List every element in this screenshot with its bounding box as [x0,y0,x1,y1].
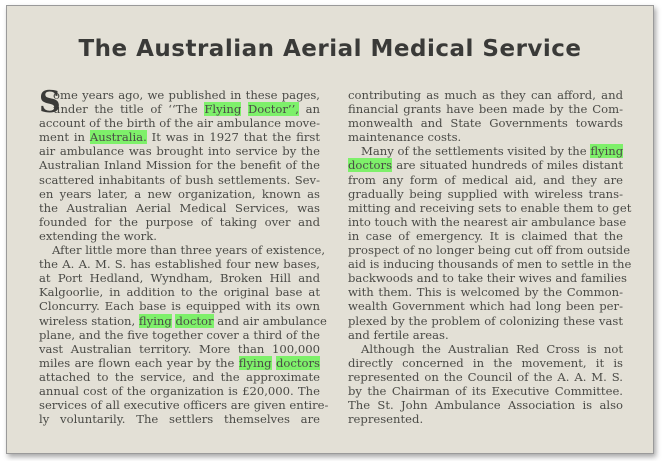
text-line [348,243,631,258]
text-segment: and fertile areas. [348,327,449,342]
highlighted-text: flying [138,313,172,328]
text-line [39,130,320,144]
text-segment: en years later, a new organization, known as [39,186,320,201]
text-line [348,285,623,299]
text-segment: aid is inducing thousands of men to settle in the [348,257,632,272]
text-line [348,187,623,201]
text-line [348,130,623,144]
text-segment: and air ambulance [213,313,327,328]
text-line [39,356,320,370]
text-segment: from any form of medical aid, and they are [348,172,623,187]
text-segment: the Australian Aerial Medical Services, was [39,200,320,215]
text-line [39,201,320,215]
text-segment: Kalgoorlie, in addition to the original base at [39,285,320,300]
text-line [39,285,320,299]
text-line [348,271,627,286]
text-line [39,313,327,328]
text-segment: mitting and receiving sets to enable them to get [348,200,632,215]
text-line [348,173,623,187]
text-segment: ment in [39,130,90,145]
text-line [348,412,623,426]
highlighted-text: doctors [275,355,320,370]
text-line [348,214,627,229]
text-segment: at Port Hedland, Wyndham, Broken Hill and [39,271,320,286]
text-segment: contributing as much as they can afford, and [348,88,623,102]
text-line [39,398,329,413]
text-segment: with them. This is welcomed by the Common- [348,285,623,300]
text-line [39,243,326,258]
text-segment: Many of the settlements visited by the [361,144,591,159]
text-line [348,229,623,243]
drop-cap: S [39,85,61,120]
text-line [348,200,632,215]
text-line [39,384,320,398]
text-line [39,412,320,426]
text-line [39,116,320,130]
text-line [39,173,320,187]
text-line [348,342,623,356]
text-segment: an [298,102,320,117]
text-segment: wireless station, [39,313,139,328]
text-segment: backwoods and to take their wives and families [348,271,627,286]
text-line [348,356,623,370]
text-line [39,229,320,243]
text-line [348,158,623,172]
highlighted-text: doctors [348,158,393,173]
text-line [348,398,623,412]
text-segment: wealth Government which had long been per- [348,299,623,314]
text-segment: miles are flown each year by the [39,355,239,370]
text-segment: prospect of no longer being cut off from outside [348,243,631,258]
text-segment: the A. A. M. S. has established four new bases, [39,257,320,272]
text-segment: by the Chairman of its Executive Committee. [348,383,623,398]
text-segment: services of all executive officers are given entire- [39,398,329,413]
text-segment: in case of emergency. It is claimed that the [348,228,623,243]
text-segment: account of the birth of the air ambulance move- [39,116,320,131]
text-segment: The St. John Ambulance Association is also [348,398,623,413]
text-line [39,144,320,158]
text-line [348,384,623,398]
text-line [348,116,623,130]
article-title: The Australian Aerial Medical Service [78,36,582,62]
text-segment: directly concerned in the movement, it is [348,355,623,370]
text-line [348,299,623,313]
text-line [39,102,320,116]
left-column [39,85,329,427]
text-line [348,88,623,102]
text-segment: maintenance costs. [348,130,462,145]
text-line [348,144,623,158]
text-line [348,257,632,272]
text-segment: extending the work. [39,228,157,243]
text-line [348,314,623,328]
text-segment: plane, and the five together cover a third of the [39,327,320,342]
text-segment: monwealth and State Governments towards [348,116,623,131]
text-segment: gradually being supplied with wireless trans- [348,186,623,201]
highlighted-text: flying [590,144,624,159]
text-segment [241,102,248,116]
text-line [348,328,623,342]
highlighted-text: Flying [204,102,242,117]
text-line [39,342,320,356]
text-segment: attached to the service, and the approximate [39,369,320,384]
text-segment: represented on the Council of the A. A. M. S. [348,369,623,384]
highlighted-text: Australia. [89,130,147,145]
text-segment: under the title of ‘‘The [53,102,205,117]
text-segment: are situated hundreds of miles distant [392,158,623,173]
text-line [39,328,320,342]
text-segment: scattered inhabitants of bush settlements. Sev- [39,172,320,187]
text-segment: air ambulance was brought into service by the [39,144,320,159]
text-line [39,88,320,102]
text-line [348,370,623,384]
text-segment: financial grants have been made by the Com- [348,102,623,117]
text-line [39,271,320,285]
text-segment: Cloncurry. Each base is equipped with its own [39,299,320,314]
text-segment: ly voluntarily. The settlers themselves are [39,412,320,427]
text-segment: founded for the purpose of taking over and [39,214,320,229]
text-line [39,257,320,271]
text-segment: Although the Australian Red Cross is not [361,341,623,356]
text-segment: Australian Inland Mission for the benefit of the [39,158,320,173]
text-segment: It was in 1927 that the first [146,130,320,145]
text-line [348,102,623,116]
text-segment: into touch with the nearest air ambulance base [348,214,627,229]
text-segment: After little more than three years of existence, [52,243,326,258]
text-line [39,299,320,313]
document-page [6,5,654,454]
highlighted-text: Doctor’’, [247,102,299,117]
highlighted-text: doctor [175,313,214,328]
text-line [39,187,320,201]
text-segment: ome years ago, we published in these pages, [53,88,320,102]
text-segment: plexed by the problem of colonizing these vast [348,313,623,328]
text-line [39,158,320,172]
text-line [39,215,320,229]
text-segment: vast Australian territory. More than 100,000 [39,341,320,356]
text-segment: represented. [348,412,424,427]
text-line [39,370,320,384]
text-segment: annual cost of the organization is £20,000. The [39,383,320,398]
highlighted-text: flying [238,355,272,370]
right-column [348,88,632,427]
